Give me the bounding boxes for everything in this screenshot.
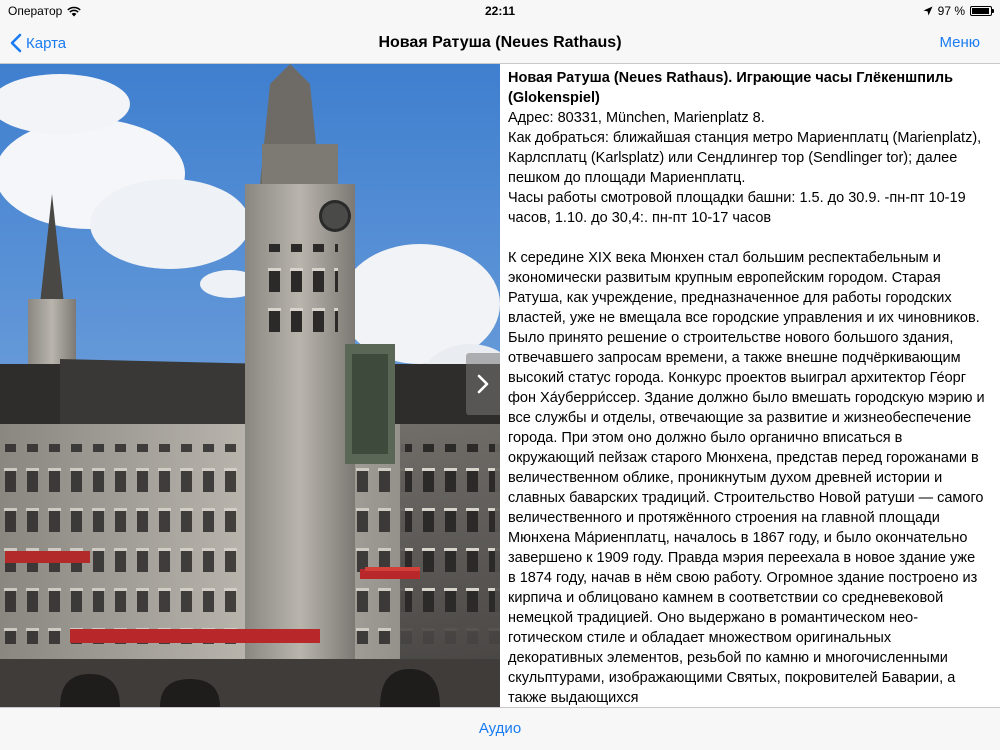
battery-fill: [972, 8, 989, 14]
article-address: Адрес: 80331, München, Marienplatz 8.: [508, 110, 765, 126]
article-title: Новая Ратуша (Neues Rathaus). Играющие часы Глёкеншпиль (Glokenspiel): [508, 70, 954, 106]
status-right-group: [923, 4, 992, 18]
article-body: К середине XIX века Мюнхен стал большим респектабельным и экономически развитым крупным европейским городом. Старая Ратуша, как учреждение, предназначенное для работы городских властей, уже не вмещала все городские управления и их чиновников. Было принято решение о строительстве нового большого здания, отвечавшего запросам времени, а также внешне подчёркивающим высокий статус города. Конкурс проектов выиграл архитектор Ге́орг фон Ха́уберри́ссер. Здание должно было вмешать городскую мэрию и все службы и отделы, отвечающие за развитие и жизнеобеспечение города. При этом оно должно было органично вписаться в окружающий пейзаж старого Мюнхена, представ перед горожанами в величественном облике, проникнутым духом древней истории и славных баварских традиций. Строительство Новой ратуши — самого величественного и протяжённого строения на главной площади Мюнхена Ма́риенплатц, началось в 1867 году, и было окончательно завершено к 1909 году. Правда мэрия переехала в новое здание уже в 1874 году, начав в нём свою работу. Огромное здание построено из кирпича и облицовано камнем в соответствии со средневековой немецкой традицией. Оно выдержано в романтическом нео-готическом стиле и обладает множеством оригинальных декоративных элементов, резьбой по камню и многочисленными скульптурами, изображающими Святых, покровителей Баварии, а также выдающихся: [508, 250, 985, 706]
chevron-right-icon: [477, 374, 489, 394]
page-title: Новая Ратуша (Neues Rathaus): [378, 34, 622, 51]
chevron-left-icon: [10, 33, 22, 53]
back-button[interactable]: [10, 22, 66, 64]
next-photo-button[interactable]: [466, 353, 500, 415]
carrier-label: Оператор: [8, 4, 63, 18]
battery-icon: [970, 6, 992, 16]
back-button-label: Карта: [26, 34, 67, 52]
paragraph-spacer: [508, 228, 986, 248]
navigation-bar: [0, 22, 1000, 64]
article-directions: Как добраться: ближайшая станция метро Мариенплатц (Marienplatz), Карлсплатц (Karlsplatz) или Сендлингер тор (Sendlinger tor); далее пешком до площади Мариенплатц.: [508, 130, 982, 186]
article-hours: Часы работы смотровой площадки башни: 1.5. до 30.9. -пн-пт 10-19 часов, 1.10. до 30,4:. пн-пт 10-17 часов: [508, 190, 966, 226]
audio-button[interactable]: Аудио: [478, 720, 522, 737]
rathaus-photo: [0, 64, 500, 707]
rathaus-illustration: [0, 64, 500, 707]
bottom-toolbar: [0, 707, 1000, 750]
status-bar: [0, 0, 1000, 22]
article-text: [508, 68, 986, 707]
menu-button[interactable]: Меню: [939, 34, 980, 51]
status-time: 22:11: [484, 4, 516, 18]
battery-percent: 97 %: [937, 4, 965, 18]
location-arrow-icon: [923, 6, 933, 16]
